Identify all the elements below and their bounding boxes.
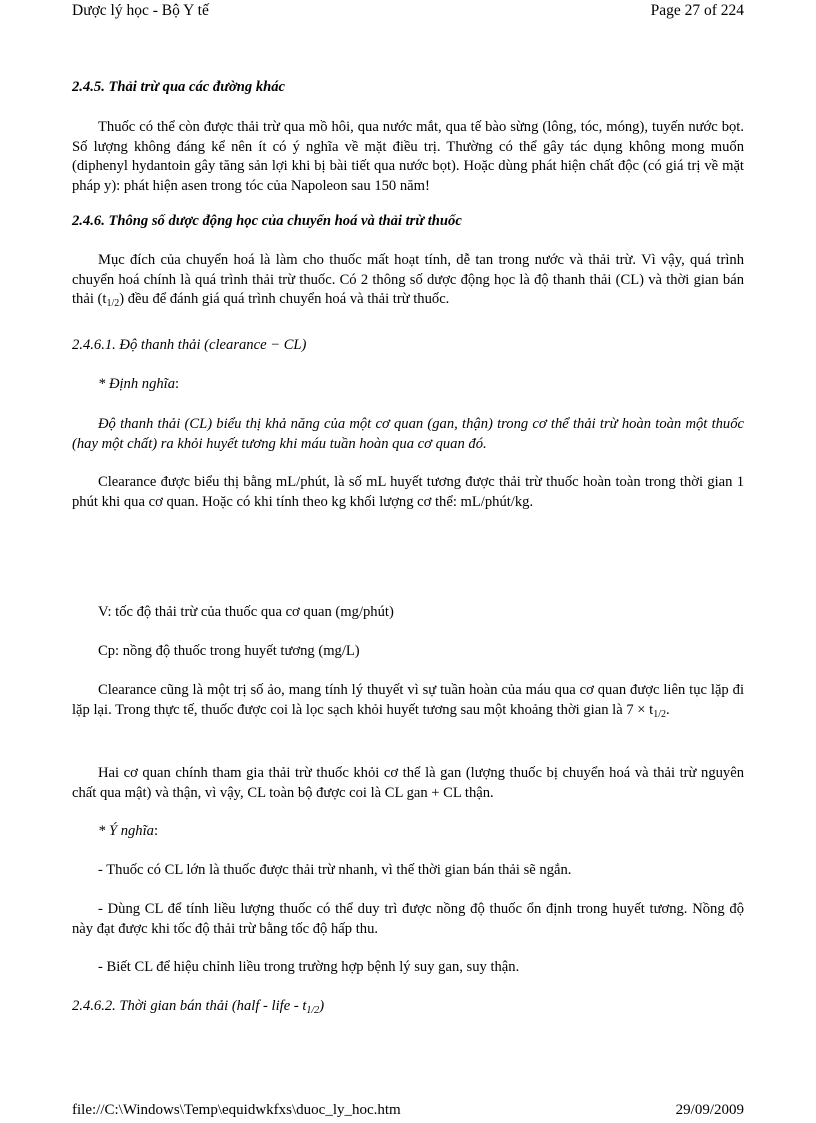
paragraph-pk-parameters xyxy=(72,251,744,310)
definition-heading xyxy=(72,375,770,395)
colon: : xyxy=(153,823,159,839)
subsection-title-2-4-6-1: 2.4.6.1. Độ thanh thải (clearance − CL) xyxy=(72,337,307,353)
paragraph-main-organs: Hai cơ quan chính tham gia thải trừ thuốc khỏi cơ thể là gan (lượng thuốc bị chuyển hoá và thải trừ nguyên chất qua mật) và thận, vì vậy, CL toàn bộ được coi là CL gan + CL thận. xyxy=(72,765,744,801)
subscript: 1/2 xyxy=(306,1005,320,1016)
definition-label: * Định nghĩa xyxy=(98,376,176,392)
subscript: 1/2 xyxy=(653,708,666,720)
cp-definition: Cp: nồng độ thuốc trong huyết tương (mg/L) xyxy=(98,643,360,659)
meaning-item-3: - Biết CL để hiệu chỉnh liều trong trường hợp bệnh lý suy gan, suy thận. xyxy=(98,959,520,975)
colon: : xyxy=(175,376,180,392)
meaning-label: * Ý nghĩa xyxy=(98,823,154,839)
paragraph-virtual-value xyxy=(72,681,744,720)
paragraph-other-routes: Thuốc có thể còn được thải trừ qua mồ hôi, qua nước mắt, qua tế bào sừng (lông, tóc, móng), tuyến nước bọt. Số lượng không đáng kể nên ít có ý nghĩa về mặt điều trị. Thường có thể gây tác dụng không mong muốn (diphenyl hydantoin gây tăng sản lợi khi bị bài tiết qua nước bọt). Hoặc dùng phát hiện chất độc (có giá trị về mặt pháp y): phát hiện asen trong tóc của Napoleon sau 150 năm! xyxy=(72,119,744,194)
text-run: ) đều để đánh giá quá trình chuyển hoá và thải trừ thuốc. xyxy=(119,291,450,307)
v-definition: V: tốc độ thải trừ của thuốc qua cơ quan (mg/phút) xyxy=(98,604,394,620)
subsection-title-2-4-6-2 xyxy=(72,997,744,1017)
meaning-heading xyxy=(72,822,770,842)
meaning-item-1: - Thuốc có CL lớn là thuốc được thải trừ nhanh, vì thế thời gian bán thải sẽ ngắn. xyxy=(98,862,572,878)
header-document-title: Dược lý học - Bộ Y tế xyxy=(72,2,209,19)
footer-file-path: file://C:\Windows\Temp\equidwkfxs\duoc_ly_hoc.htm xyxy=(72,1102,401,1118)
section-title-2-4-5: 2.4.5. Thải trừ qua các đường khác xyxy=(72,79,286,95)
text-run: ) xyxy=(319,998,325,1014)
paragraph-clearance-units: Clearance được biểu thị bằng mL/phút, là số mL huyết tương được thải trừ thuốc hoàn toàn trong thời gian 1 phút khi qua cơ quan. Hoặc có khi tính theo kg khối lượng cơ thể: mL/phút/kg. xyxy=(72,474,744,510)
text-run: Mục đích của chuyển hoá là làm cho thuốc mất hoạt tính, dễ tan trong nước và thải trừ. Vì vậy, quá trình chuyển hoá chính là quá trình thải trừ thuốc. Có 2 thông số dược động học là độ thanh thải (CL) và thời gian bán thải (t xyxy=(72,252,744,307)
section-title-2-4-6: 2.4.6. Thông số dược động học của chuyển hoá và thải trừ thuốc xyxy=(72,213,462,229)
subscript: 1/2 xyxy=(106,298,120,309)
text-run: 2.4.6.2. Thời gian bán thải (half - life - t xyxy=(72,998,307,1014)
definition-text: Độ thanh thải (CL) biểu thị khả năng của một cơ quan (gan, thận) trong cơ thể thải trừ hoàn toàn một thuốc (hay một chất) ra khỏi huyết tương khi máu tuần hoàn qua cơ quan đó. xyxy=(72,416,744,452)
header-page-number: Page 27 of 224 xyxy=(650,2,744,19)
meaning-item-2: - Dùng CL để tính liều lượng thuốc có thể duy trì được nồng độ thuốc ổn định trong huyết tương. Nồng độ này đạt được khi tốc độ thải trừ bằng tốc độ hấp thu. xyxy=(72,901,744,937)
text-run: Clearance cũng là một trị số ảo, mang tính lý thuyết vì sự tuần hoàn của máu qua cơ quan được liên tục lặp đi lặp lại. Trong thực tế, thuốc được coi là lọc sạch khỏi huyết tương sau một khoảng thời gian là 7 × t xyxy=(72,682,744,718)
footer-date: 29/09/2009 xyxy=(675,1102,744,1118)
text-run: . xyxy=(666,701,670,718)
